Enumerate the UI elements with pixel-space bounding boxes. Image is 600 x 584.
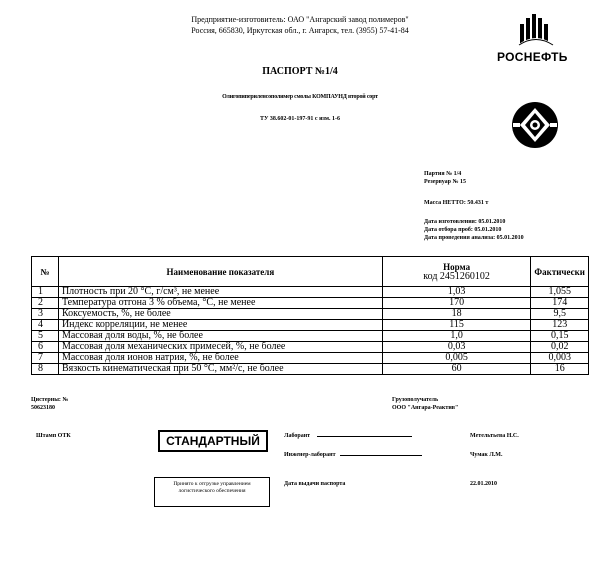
row-num: 3 (32, 309, 59, 320)
dates-block (424, 218, 524, 242)
consignee-value: ООО "Ангара-Реактив" (392, 405, 459, 411)
product-name: Олигопипериленсополимер смолы КОМПАУНД второй сорт (222, 94, 378, 100)
row-name: Массовая доля механических примесей, %, не более (58, 342, 382, 353)
row-name: Массовая доля воды, %, не более (58, 331, 382, 342)
railcars-label: Цистерны: № (31, 397, 69, 403)
row-norm: 60 (382, 364, 531, 375)
batch-info (424, 170, 466, 186)
parameters-table (31, 256, 589, 375)
row-norm: 1,03 (382, 287, 531, 298)
col-norm-title: Норма (443, 261, 471, 272)
col-norm-code: код 2451260102 (423, 270, 490, 282)
table-header-row (32, 257, 589, 287)
row-fact: 9,5 (531, 309, 589, 320)
rosneft-logo-icon (518, 14, 554, 55)
row-norm: 115 (382, 320, 531, 331)
row-name: Коксуемость, %, не более (58, 309, 382, 320)
col-fact-header: Фактически (531, 257, 589, 287)
issue-date: 22.01.2010 (470, 481, 497, 487)
net-mass: Масса НЕТТО: 50.431 т (424, 200, 489, 206)
row-num: 5 (32, 331, 59, 342)
consignee-label: Грузополучатель (392, 397, 439, 403)
otk-stamp-label: Штамп ОТК (36, 433, 71, 439)
row-fact: 1,055 (531, 287, 589, 298)
tank-number: Резервуар № 15 (424, 179, 466, 185)
table-row (32, 320, 589, 331)
row-name: Индекс корреляции, не менее (58, 320, 382, 331)
table-row (32, 298, 589, 309)
railcars-value: 50623180 (31, 405, 55, 411)
row-norm: 1,0 (382, 331, 531, 342)
table-row (32, 364, 589, 375)
row-name: Плотность при 20 °С, г/см³, не менее (58, 287, 382, 298)
plant-emblem-icon (510, 100, 560, 155)
table-row (32, 342, 589, 353)
engineer-signature-field (340, 455, 422, 456)
row-num: 8 (32, 364, 59, 375)
row-norm: 0,005 (382, 353, 531, 364)
engineer-name: Чумак Л.М. (470, 452, 503, 458)
row-num: 7 (32, 353, 59, 364)
tech-spec: ТУ 38.602-01-197-91 с изм. 1-6 (260, 116, 340, 122)
row-fact: 174 (531, 298, 589, 309)
lab-name: Метельтьева Н.С. (470, 433, 519, 439)
manufacturer-header (150, 14, 450, 36)
brand-name: РОСНЕФТЬ (497, 50, 568, 64)
table-row (32, 287, 589, 298)
lab-signature-field (317, 436, 412, 437)
shipment-accept-stamp: Принято к отгрузке управлением логистического обеспечения (154, 477, 270, 507)
sample-date: Дата отбора проб: 05.01.2010 (424, 227, 502, 233)
col-name-header: Наименование показателя (58, 257, 382, 287)
row-name: Массовая доля ионов натрия, %, не более (58, 353, 382, 364)
address-line: Россия, 665830, Иркутская обл., г. Ангарск, тел. (3955) 57-41-84 (191, 26, 409, 35)
engineer-label: Инженер-лаборант (284, 452, 336, 458)
row-num: 4 (32, 320, 59, 331)
row-fact: 0,02 (531, 342, 589, 353)
row-num: 1 (32, 287, 59, 298)
row-fact: 0,003 (531, 353, 589, 364)
col-norm-header (382, 257, 531, 287)
row-fact: 123 (531, 320, 589, 331)
row-num: 6 (32, 342, 59, 353)
row-norm: 0,03 (382, 342, 531, 353)
manufacturer-line: Предприятие-изготовитель: ОАО "Ангарский завод полимеров" (191, 15, 409, 24)
consignee-block (392, 396, 458, 412)
row-norm: 18 (382, 309, 531, 320)
engineer-signature-line (284, 451, 422, 459)
row-fact: 0,15 (531, 331, 589, 342)
col-num-header: № (32, 257, 59, 287)
otk-stamp: СТАНДАРТНЫЙ (158, 430, 268, 452)
railcars-block (31, 396, 68, 412)
row-fact: 16 (531, 364, 589, 375)
lab-signature-line (284, 432, 412, 440)
row-num: 2 (32, 298, 59, 309)
analysis-date: Дата проведения анализа: 05.01.2010 (424, 235, 524, 241)
row-name: Вязкость кинематическая при 50 °С, мм²/с, не более (58, 364, 382, 375)
issue-date-label: Дата выдачи паспорта (284, 481, 346, 487)
table-row (32, 309, 589, 320)
passport-title: ПАСПОРТ №1/4 (262, 66, 338, 77)
table-row (32, 331, 589, 342)
lab-label: Лаборант (284, 433, 311, 439)
row-norm: 170 (382, 298, 531, 309)
table-row (32, 353, 589, 364)
batch-number: Партия № 1/4 (424, 171, 462, 177)
row-name: Температура отгона 3 % объема, °С, не менее (58, 298, 382, 309)
made-date: Дата изготовления: 05.01.2010 (424, 219, 506, 225)
